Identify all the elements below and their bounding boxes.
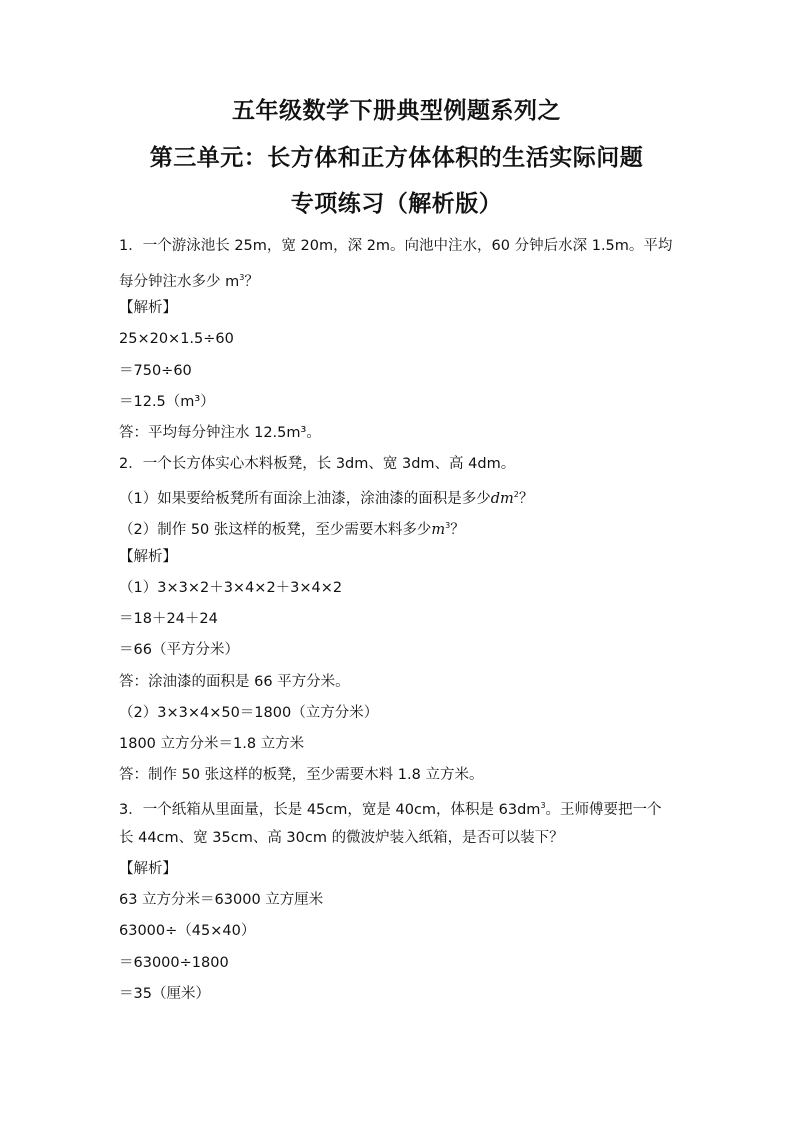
q2-sub-question-2-superscript: 3 xyxy=(445,521,451,530)
q1-unit-superscript: 3 xyxy=(239,273,245,282)
q2-step-4: （2）3×3×4×50＝1800（立方分米） xyxy=(119,705,379,721)
q2-step-2: ＝18＋24＋24 xyxy=(119,611,218,627)
document-title-line-1: 五年级数学下册典型例题系列之 xyxy=(232,98,561,124)
q1-analysis-label: 【解析】 xyxy=(119,300,177,316)
document-title-line-3: 专项练习（解析版） xyxy=(290,191,503,217)
q1-step-2: ＝750÷60 xyxy=(119,363,192,379)
q2-sub-question-1-end: ？ xyxy=(518,491,534,507)
q3-unit-superscript: 3 xyxy=(540,801,546,810)
q3-step-2: 63000÷（45×40） xyxy=(119,923,256,939)
q3-text-line-1-main: 3．一个纸箱从里面量，长是 45cm，宽是 40cm，体积是 63dm xyxy=(119,802,541,818)
q2-analysis-label: 【解析】 xyxy=(119,549,177,565)
q1-text-line-2 xyxy=(119,268,259,292)
q1-text-line-2-main: 每分钟注水多少 m xyxy=(119,274,240,290)
q1-step-1: 25×20×1.5÷60 xyxy=(119,331,234,347)
q2-sub-question-1-unit: dm xyxy=(490,491,514,507)
q2-sub-question-2-text: （2）制作 50 张这样的板凳，至少需要木料多少 xyxy=(119,522,432,538)
q2-sub-question-2 xyxy=(119,516,465,540)
q2-step-3: ＝66（平方分米） xyxy=(119,642,239,658)
q1-step-3: ＝12.5（m³） xyxy=(119,394,215,410)
q3-step-3: ＝63000÷1800 xyxy=(119,955,229,971)
q3-step-1: 63 立方分米＝63000 立方厘米 xyxy=(119,892,324,908)
q2-step-1: （1）3×3×2＋3×4×2＋3×4×2 xyxy=(119,580,343,596)
q2-answer-2: 答：制作 50 张这样的板凳，至少需要木料 1.8 立方米。 xyxy=(119,767,484,783)
q3-text-line-2: 长 44cm、宽 35cm、高 30cm 的微波炉装入纸箱，是否可以装下？ xyxy=(119,830,564,846)
q3-text-line-1 xyxy=(119,796,662,820)
document-title-line-2: 第三单元：长方体和正方体体积的生活实际问题 xyxy=(149,145,644,171)
q2-sub-question-1-superscript: 2 xyxy=(513,490,519,499)
q3-step-4: ＝35（厘米） xyxy=(119,986,210,1002)
q3-analysis-label: 【解析】 xyxy=(119,861,177,877)
q1-text-line-1: 1．一个游泳池长 25m，宽 20m，深 2m。向池中注水，60 分钟后水深 1.5m。平均 xyxy=(119,238,673,254)
q2-text: 2．一个长方体实心木料板凳，长 3dm、宽 3dm、高 4dm。 xyxy=(119,456,516,472)
q2-sub-question-1-text: （1）如果要给板凳所有面涂上油漆，涂油漆的面积是多少 xyxy=(119,491,491,507)
q2-answer-1: 答：涂油漆的面积是 66 平方分米。 xyxy=(119,674,350,690)
q2-step-5: 1800 立方分米＝1.8 立方米 xyxy=(119,736,305,752)
q1-answer: 答：平均每分钟注水 12.5m³。 xyxy=(119,425,321,441)
q1-text-line-2-end: ？ xyxy=(244,274,259,290)
q2-sub-question-2-end: ？ xyxy=(450,522,465,538)
q2-sub-question-1 xyxy=(119,485,533,509)
q2-sub-question-2-unit: m xyxy=(431,522,446,538)
q3-text-line-1-end: 。王师傅要把一个 xyxy=(545,802,662,818)
